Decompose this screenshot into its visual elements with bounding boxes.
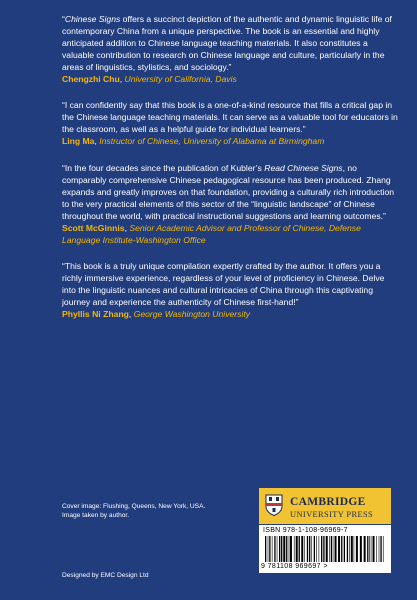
- endorser-name: Chengzhi Chu: [62, 73, 120, 84]
- barcode-number: 9 781108 969697 >: [261, 563, 328, 570]
- barcode-bar: [371, 536, 372, 562]
- barcode-bar: [301, 536, 303, 562]
- barcode-bar: [296, 536, 298, 562]
- quote-segment: offers a succinct depiction of the authentic and dynamic linguistic life of contemporary China from a unique perspective. The book is an essential and highly anticipated addition to Chinese language teaching materials. It also constitutes a valuable contribution to research on Chinese language and culture, particularly in the areas of linguistics, stylistics, and sociology.”: [62, 14, 392, 72]
- barcode-bar: [379, 536, 380, 562]
- barcode-bar: [289, 536, 290, 562]
- barcode-bar: [369, 536, 370, 562]
- designer-credit: Designed by EMC Design Ltd: [62, 572, 149, 579]
- publisher-name: CAMBRIDGE: [290, 496, 366, 508]
- publisher-logo: [259, 488, 391, 524]
- barcode-bar: [269, 536, 270, 562]
- barcode-bar: [323, 536, 324, 562]
- barcode-bar: [344, 536, 345, 562]
- endorsement: “Chinese Signs offers a succinct depiction of the authentic and dynamic linguistic life of contemporary China from a unique perspective. The book is an essential and highly anticipated addition to Chinese language teaching materials. It also constitutes a valuable contribution to research on Chinese language and culture, particularly in the areas of linguistics, stylistics, and sociology.” Chengzhi Chu, University of California, Davis: [62, 14, 398, 85]
- barcode-bar: [351, 536, 353, 562]
- quote-text: [62, 100, 398, 136]
- barcode-bar: [274, 536, 275, 562]
- endorser-name: Ling Ma: [62, 136, 95, 147]
- italic-title: Read Chinese Signs: [264, 163, 343, 174]
- barcode-bar: [309, 536, 310, 562]
- barcode-bar: [307, 536, 308, 562]
- publisher-subtitle: UNIVERSITY PRESS: [290, 510, 374, 519]
- barcode-bar: [265, 536, 266, 562]
- quote-text: [62, 14, 398, 74]
- quote-text: [62, 163, 398, 223]
- barcode-bar: [367, 536, 368, 562]
- endorser-affiliation: Instructor of Chinese, University of Alabama at Birmingham: [99, 136, 325, 147]
- barcode-bar: [347, 536, 348, 562]
- barcode-bar: [283, 536, 285, 562]
- barcode-bar: [326, 536, 328, 562]
- barcode-bar: [319, 536, 320, 562]
- barcode-bar: [383, 536, 384, 562]
- endorsement: “I can confidently say that this book is a one-of-a-kind resource that fills a critical gap in the Chinese language teaching materials. It can serve as a valuable tool for educators in the classroom, as well as a helpful guide for individual learners.” Ling Ma, Instructor of Chinese, University of Alabama at Birmingham: [62, 100, 398, 147]
- barcode-bar: [281, 536, 282, 562]
- barcode-bar: [316, 536, 317, 562]
- barcode-bar: [304, 536, 305, 562]
- barcode-bar: [314, 536, 315, 562]
- barcode-bar: [331, 536, 332, 562]
- quote-segment: “I can confidently say that this book is a one-of-a-kind resource that fills a critical gap in the Chinese language teaching materials. It can serve as a valuable tool for educators in the classroom, as well as a helpful guide for individual learners.”: [62, 100, 398, 135]
- quote-segment: “: [62, 14, 65, 24]
- barcode-bar: [329, 536, 330, 562]
- barcode-bar: [354, 536, 355, 562]
- barcode-bar: [290, 536, 292, 562]
- barcode-bar: [335, 536, 337, 562]
- barcode-bar: [360, 536, 362, 562]
- endorser-affiliation: George Washington University: [133, 309, 251, 320]
- barcode-bar: [272, 536, 273, 562]
- barcode-bar: [364, 536, 366, 562]
- barcode-bar: [268, 536, 269, 562]
- barcode-bar: [321, 536, 322, 562]
- endorser-name: Scott McGinnis: [62, 222, 125, 233]
- barcode-bar: [356, 536, 358, 562]
- credit-line: Image taken by author.: [62, 512, 130, 520]
- barcode-bar: [279, 536, 280, 562]
- barcode-bar: [373, 536, 375, 562]
- barcode-bar: [294, 536, 295, 562]
- barcode-bar: [277, 536, 278, 562]
- endorsement: “In the four decades since the publication of Kubler’s Read Chinese Signs, no comparably comprehensive Chinese pedagogical resource has been produced. Zhang expands and greatly improves on that foundation, providing a culturally rich introduction to the very practical elements of this sector of the “linguistic landscape” of Chinese throughout the world, with practical instructional suggestions and learning outcomes.” Scott McGinnis, Senior Academic Advisor and Professor of Chinese, Defense Language Institute-Washington Office: [62, 163, 398, 246]
- cover-image-credit: [62, 502, 205, 521]
- endorser-affiliation: Senior Academic Advisor and Professor of Chinese, Defense Language Institute-Washington Office: [62, 222, 361, 245]
- barcode-bar: [349, 536, 350, 562]
- barcode: [259, 525, 391, 573]
- endorsements: [62, 14, 398, 336]
- barcode-bar: [286, 536, 287, 562]
- barcode-bar: [311, 536, 312, 562]
- cambridge-crest-icon: [265, 494, 283, 516]
- endorser-name: Phyllis Ni Zhang: [62, 309, 129, 320]
- isbn-label: ISBN 978-1-108-96969-7: [263, 527, 348, 534]
- endorsement: “This book is a truly unique compilation expertly crafted by the author. It offers you a richly immersive experience, regardless of your level of proficiency in Chinese. Delve into the linguistic nuances and cultural intricacies of China through this captivating journey and experience the authenticity of Chinese first-hand!” Phyllis Ni Zhang, George Washington University: [62, 261, 398, 321]
- quote-segment: , no comparably comprehensive Chinese pedagogical resource has been produced. Zhang expands and greatly improves on that foundation, providing a culturally rich introduction to the very practical elements of this sector of the “linguistic landscape” of Chinese throughout the world, with practical instructional suggestions and learning outcomes.”: [62, 163, 395, 221]
- barcode-bar: [338, 536, 340, 562]
- quote-text: [62, 261, 398, 309]
- barcode-bar: [380, 536, 381, 562]
- barcode-bar: [299, 536, 300, 562]
- barcode-bar: [376, 536, 377, 562]
- barcode-bar: [341, 536, 342, 562]
- quote-segment: “In the four decades since the publication of Kubler’s: [62, 163, 265, 174]
- italic-title: Chinese Signs: [64, 14, 121, 24]
- credit-line: Cover image: Flushing, Queens, New York, USA.: [62, 503, 206, 510]
- endorser-affiliation: University of California, Davis: [124, 73, 237, 84]
- barcode-bar: [333, 536, 334, 562]
- quote-segment: “This book is a truly unique compilation expertly crafted by the author. It offers you a richly immersive experience, regardless of your level of proficiency in Chinese. Delve into the linguistic nuances and cultural intricacies of China through this captivating journey and experience the authenticity of Chinese first-hand!”: [62, 261, 385, 308]
- barcode-bars: [265, 536, 385, 562]
